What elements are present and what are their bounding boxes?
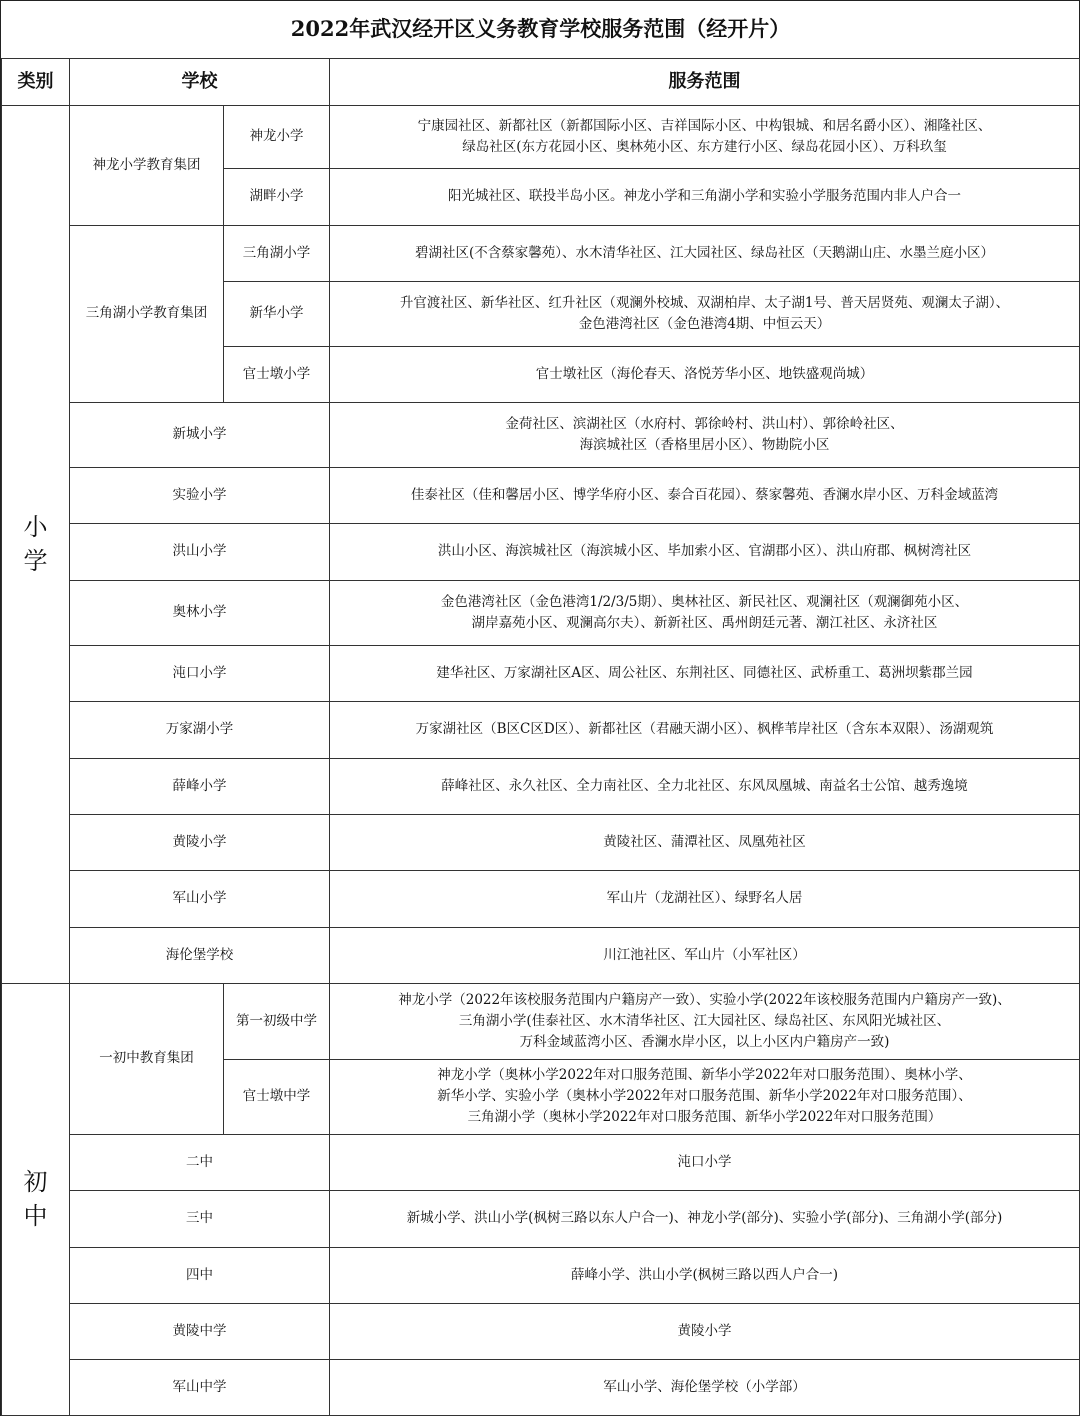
service-range-line: 佳泰社区（佳和馨居小区、博学华府小区、泰合百花园）、蔡家馨苑、香澜水岸小区、万科金域蓝湾	[410, 486, 999, 503]
service-range-line: 湖岸嘉苑小区、观澜高尔夫）、新新社区、禹州朗廷元著、潮江社区、永济社区	[471, 614, 938, 631]
category-char: 小	[23, 513, 48, 541]
school-name: 军山中学	[70, 1359, 330, 1415]
school-name: 新城小学	[70, 402, 330, 467]
service-range-table	[1, 1, 1080, 1416]
service-range-line: 万科金域蓝湾小区、香澜水岸小区，以上小区内户籍房产一致)	[519, 1033, 890, 1050]
service-range-line: 碧湖社区(不含蔡家馨苑）、水木清华社区、江大园社区、绿岛社区（天鹅湖山庄、水墨兰庭小区）	[415, 244, 995, 261]
service-range	[330, 814, 1080, 870]
header-category: 类别	[2, 58, 70, 105]
service-range-line: 薛峰小学、洪山小学(枫树三路以西人户合一)	[570, 1266, 839, 1283]
service-range	[330, 467, 1080, 523]
table-row	[2, 1247, 1080, 1303]
service-range	[330, 402, 1080, 467]
service-range-line: 建华社区、万家湖社区A区、周公社区、东荆社区、同德社区、武桥重工、葛洲坝紫郡兰园	[436, 664, 973, 681]
category-char: 中	[23, 1202, 48, 1230]
category-char: 初	[23, 1168, 48, 1196]
table-row	[2, 523, 1080, 580]
school-name: 海伦堡学校	[70, 927, 330, 983]
service-range	[330, 225, 1080, 281]
service-range	[330, 758, 1080, 814]
school-name: 官士墩中学	[224, 1059, 330, 1134]
table-row	[2, 580, 1080, 645]
school-name: 湖畔小学	[224, 168, 330, 225]
service-range	[330, 1059, 1080, 1134]
service-range	[330, 1247, 1080, 1303]
school-name: 二中	[70, 1134, 330, 1190]
table-row	[2, 983, 1080, 1059]
table-row	[2, 1190, 1080, 1247]
table-row	[2, 1303, 1080, 1359]
service-range-line: 金荷社区、滨湖社区（水府村、郭徐岭村、洪山村）、郭徐岭社区、	[505, 415, 904, 432]
service-range-line: 新城小学、洪山小学(枫树三路以东人户合一)、神龙小学(部分)、实验小学(部分)、三角湖小学(部分)	[406, 1210, 1003, 1226]
school-name: 新华小学	[224, 281, 330, 346]
table-row	[2, 701, 1080, 758]
service-range-line: 绿岛社区(东方花园小区、奥林苑小区、东方建行小区、绿岛花园小区）、万科玖玺	[462, 138, 947, 155]
school-name: 三角湖小学	[224, 225, 330, 281]
school-name: 第一初级中学	[224, 983, 330, 1059]
service-range	[330, 1190, 1080, 1247]
service-range-line: 海滨城社区（香格里居小区）、物勘院小区	[579, 436, 830, 453]
school-name: 军山小学	[70, 870, 330, 927]
service-range-line: 金色港湾社区（金色港湾1/2/3/5期）、奥林社区、新民社区、观澜社区（观澜御苑小区、	[440, 593, 969, 610]
service-range-line: 黄陵社区、蒲潭社区、凤凰苑社区	[603, 833, 806, 850]
school-name: 沌口小学	[70, 645, 330, 701]
category-middle-label	[6, 1165, 65, 1233]
service-range-line: 三角湖小学(佳泰社区、水木清华社区、江大园社区、绿岛社区、东风阳光城社区、	[458, 1012, 951, 1029]
school-name: 神龙小学	[224, 105, 330, 168]
service-range-line: 沌口小学	[677, 1153, 732, 1170]
school-name: 官士墩小学	[224, 346, 330, 402]
school-name: 三中	[70, 1190, 330, 1247]
table-row	[2, 645, 1080, 701]
service-range	[330, 927, 1080, 983]
service-range	[330, 870, 1080, 927]
service-range	[330, 281, 1080, 346]
service-range-line: 军山小学、海伦堡学校（小学部）	[603, 1378, 806, 1395]
table-row	[2, 1134, 1080, 1190]
service-range-line: 洪山小区、海滨城社区（海滨城小区、毕加索小区、官湖郡小区）、洪山府郡、枫树湾社区	[437, 543, 972, 559]
service-range	[330, 346, 1080, 402]
school-name: 黄陵小学	[70, 814, 330, 870]
group-name: 三角湖小学教育集团	[70, 225, 224, 402]
table-row	[2, 758, 1080, 814]
service-range	[330, 1303, 1080, 1359]
service-range	[330, 645, 1080, 701]
school-name: 奥林小学	[70, 580, 330, 645]
category-char: 学	[23, 547, 48, 575]
service-range-line: 新华小学、实验小学（奥林小学2022年对口服务范围、新华小学2022年对口服务范围）、	[437, 1088, 972, 1104]
service-range-line: 金色港湾社区（金色港湾4期、中恒云天）	[578, 315, 831, 332]
service-range	[330, 1134, 1080, 1190]
service-range-line: 神龙小学（2022年该校服务范围内户籍房产一致）、实验小学(2022年该校服务范围内户籍房产一致)、	[398, 991, 1011, 1008]
service-range	[330, 983, 1080, 1059]
table-row	[2, 467, 1080, 523]
school-name: 实验小学	[70, 467, 330, 523]
service-range	[330, 168, 1080, 225]
service-range-line: 万家湖社区（B区C区D区）、新都社区（君融天湖小区）、枫桦苇岸社区（含东本双限）、汤湖观筑	[415, 721, 994, 737]
service-range-line: 川江池社区、军山片（小军社区）	[603, 946, 806, 963]
table-row	[2, 402, 1080, 467]
school-name: 洪山小学	[70, 523, 330, 580]
table-row	[2, 927, 1080, 983]
service-range	[330, 1359, 1080, 1415]
school-name: 万家湖小学	[70, 701, 330, 758]
service-range-line: 宁康园社区、新都社区（新都国际小区、吉祥国际小区、中构银城、和居名爵小区）、湘隆社区、	[417, 117, 992, 134]
header-school: 学校	[70, 58, 330, 105]
table-row	[2, 814, 1080, 870]
service-range-line: 官士墩社区（海伦春天、洛悦芳华小区、地铁盛观尚城）	[535, 365, 874, 382]
service-range-line: 军山片（龙湖社区）、绿野名人居	[606, 890, 803, 906]
service-range-line: 阳光城社区、联投半岛小区。神龙小学和三角湖小学和实验小学服务范围内非人户合一	[448, 188, 961, 204]
service-range-line: 黄陵小学	[677, 1322, 732, 1339]
category-primary-label	[6, 510, 65, 578]
category-middle	[2, 983, 70, 1415]
document-title: 2022年武汉经开区义务教育学校服务范围（经开片）	[2, 1, 1080, 58]
service-range-line: 升官渡社区、新华社区、红升社区（观澜外校城、双湖柏岸、太子湖1号、普天居贤苑、观澜太子湖）、	[399, 294, 1010, 311]
school-name: 黄陵中学	[70, 1303, 330, 1359]
service-range	[330, 701, 1080, 758]
service-range	[330, 523, 1080, 580]
group-name: 神龙小学教育集团	[70, 105, 224, 225]
school-name: 薛峰小学	[70, 758, 330, 814]
table-row	[2, 105, 1080, 168]
service-range-line: 三角湖小学（奥林小学2022年对口服务范围、新华小学2022年对口服务范围）	[467, 1109, 942, 1125]
table-row	[2, 225, 1080, 281]
table-row	[2, 1359, 1080, 1415]
school-name: 四中	[70, 1247, 330, 1303]
group-name: 一初中教育集团	[70, 983, 224, 1134]
category-primary	[2, 105, 70, 983]
service-range	[330, 580, 1080, 645]
service-range	[330, 105, 1080, 168]
service-range-line: 神龙小学（奥林小学2022年对口服务范围、新华小学2022年对口服务范围）、奥林小学、	[437, 1067, 972, 1083]
table-row	[2, 870, 1080, 927]
service-range-line: 薛峰社区、永久社区、全力南社区、全力北社区、东风凤凰城、南益名士公馆、越秀逸境	[441, 777, 968, 794]
header-range: 服务范围	[330, 58, 1080, 105]
